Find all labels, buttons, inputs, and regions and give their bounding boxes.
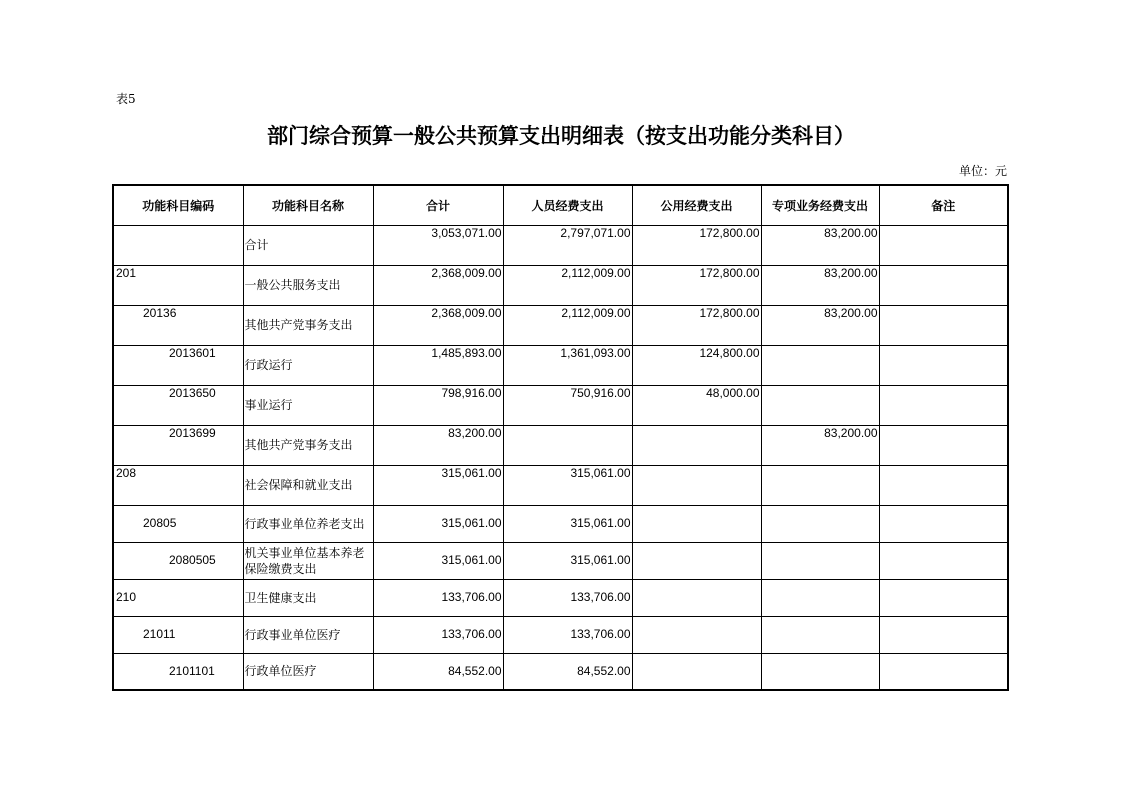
cell-code: 2080505	[113, 542, 243, 579]
cell-public: 172,800.00	[632, 305, 761, 345]
header-personnel: 人员经费支出	[503, 185, 632, 225]
cell-special	[761, 345, 879, 385]
cell-public: 172,800.00	[632, 265, 761, 305]
cell-special	[761, 542, 879, 579]
cell-name: 其他共产党事务支出	[243, 425, 373, 465]
table-row	[113, 305, 1008, 345]
cell-public	[632, 653, 761, 690]
cell-personnel: 315,061.00	[503, 465, 632, 505]
header-public: 公用经费支出	[632, 185, 761, 225]
cell-note	[879, 579, 1008, 616]
cell-public: 48,000.00	[632, 385, 761, 425]
cell-note	[879, 345, 1008, 385]
cell-code: 210	[113, 579, 243, 616]
cell-note	[879, 225, 1008, 265]
cell-personnel: 2,112,009.00	[503, 305, 632, 345]
table-row	[113, 579, 1008, 616]
cell-name: 其他共产党事务支出	[243, 305, 373, 345]
header-note: 备注	[879, 185, 1008, 225]
header-special: 专项业务经费支出	[761, 185, 879, 225]
table-row	[113, 425, 1008, 465]
cell-public	[632, 616, 761, 653]
cell-total: 2,368,009.00	[373, 265, 503, 305]
cell-special	[761, 616, 879, 653]
cell-code: 2013650	[113, 385, 243, 425]
cell-special	[761, 505, 879, 542]
cell-total: 84,552.00	[373, 653, 503, 690]
cell-code: 20805	[113, 505, 243, 542]
cell-note	[879, 265, 1008, 305]
cell-personnel: 750,916.00	[503, 385, 632, 425]
cell-name: 机关事业单位基本养老保险缴费支出	[243, 542, 373, 579]
cell-personnel: 133,706.00	[503, 616, 632, 653]
page-title: 部门综合预算一般公共预算支出明细表（按支出功能分类科目）	[267, 124, 855, 148]
cell-name: 卫生健康支出	[243, 579, 373, 616]
table-row	[113, 542, 1008, 579]
cell-special	[761, 579, 879, 616]
cell-total: 2,368,009.00	[373, 305, 503, 345]
cell-name: 合计	[243, 225, 373, 265]
cell-public	[632, 579, 761, 616]
cell-special	[761, 385, 879, 425]
cell-note	[879, 505, 1008, 542]
cell-name: 事业运行	[243, 385, 373, 425]
cell-public: 172,800.00	[632, 225, 761, 265]
table-row	[113, 225, 1008, 265]
cell-total: 315,061.00	[373, 542, 503, 579]
cell-personnel: 84,552.00	[503, 653, 632, 690]
cell-note	[879, 465, 1008, 505]
cell-personnel: 2,797,071.00	[503, 225, 632, 265]
cell-public	[632, 505, 761, 542]
cell-total: 83,200.00	[373, 425, 503, 465]
cell-public	[632, 465, 761, 505]
cell-name: 行政单位医疗	[243, 653, 373, 690]
cell-code: 21011	[113, 616, 243, 653]
cell-total: 3,053,071.00	[373, 225, 503, 265]
cell-code: 208	[113, 465, 243, 505]
cell-special: 83,200.00	[761, 425, 879, 465]
table-row	[113, 385, 1008, 425]
cell-code: 2013601	[113, 345, 243, 385]
header-row	[113, 185, 1008, 225]
cell-code	[113, 225, 243, 265]
header-code: 功能科目编码	[113, 185, 243, 225]
cell-name: 行政事业单位养老支出	[243, 505, 373, 542]
cell-total: 133,706.00	[373, 579, 503, 616]
cell-personnel: 1,361,093.00	[503, 345, 632, 385]
cell-personnel: 2,112,009.00	[503, 265, 632, 305]
table-row	[113, 345, 1008, 385]
header-name: 功能科目名称	[243, 185, 373, 225]
table-row	[113, 465, 1008, 505]
cell-personnel: 133,706.00	[503, 579, 632, 616]
cell-code: 2101101	[113, 653, 243, 690]
cell-total: 798,916.00	[373, 385, 503, 425]
cell-personnel	[503, 425, 632, 465]
cell-name: 行政运行	[243, 345, 373, 385]
cell-special: 83,200.00	[761, 265, 879, 305]
header-total: 合计	[373, 185, 503, 225]
table-row	[113, 616, 1008, 653]
cell-public	[632, 425, 761, 465]
cell-public: 124,800.00	[632, 345, 761, 385]
table-row	[113, 653, 1008, 690]
cell-total: 1,485,893.00	[373, 345, 503, 385]
budget-table	[112, 184, 1009, 691]
cell-note	[879, 616, 1008, 653]
cell-name: 行政事业单位医疗	[243, 616, 373, 653]
cell-total: 315,061.00	[373, 465, 503, 505]
cell-total: 315,061.00	[373, 505, 503, 542]
unit-label: 单位：元	[958, 164, 1007, 178]
cell-name: 一般公共服务支出	[243, 265, 373, 305]
cell-special	[761, 465, 879, 505]
cell-special: 83,200.00	[761, 225, 879, 265]
table-row	[113, 505, 1008, 542]
table-label: 表5	[116, 92, 136, 106]
cell-personnel: 315,061.00	[503, 505, 632, 542]
cell-note	[879, 542, 1008, 579]
table-row	[113, 265, 1008, 305]
cell-note	[879, 385, 1008, 425]
cell-note	[879, 425, 1008, 465]
cell-note	[879, 305, 1008, 345]
cell-code: 2013699	[113, 425, 243, 465]
cell-code: 201	[113, 265, 243, 305]
cell-name: 社会保障和就业支出	[243, 465, 373, 505]
cell-public	[632, 542, 761, 579]
cell-code: 20136	[113, 305, 243, 345]
cell-total: 133,706.00	[373, 616, 503, 653]
cell-special	[761, 653, 879, 690]
cell-personnel: 315,061.00	[503, 542, 632, 579]
cell-special: 83,200.00	[761, 305, 879, 345]
cell-note	[879, 653, 1008, 690]
